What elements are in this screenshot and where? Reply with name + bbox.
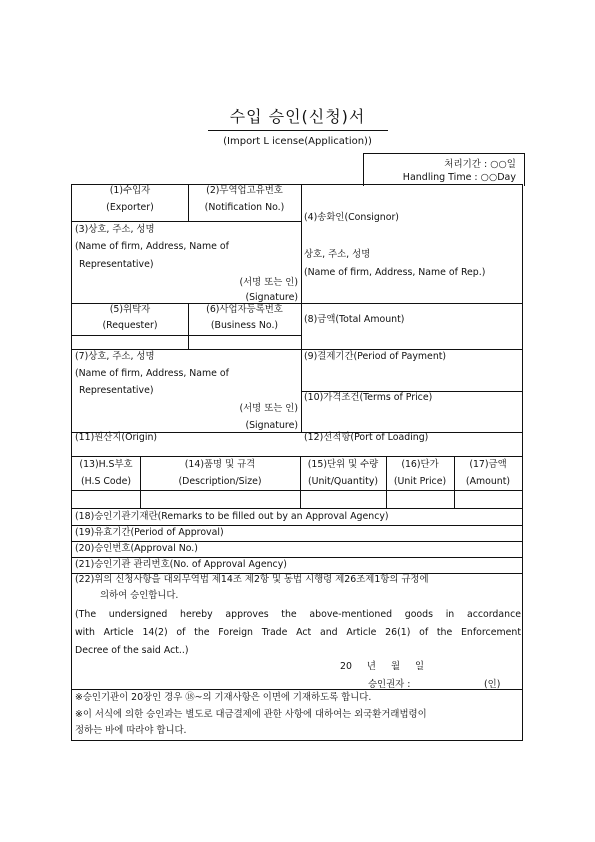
divider bbox=[72, 557, 522, 558]
period-approval-label: (19)유효기간(Period of Approval) bbox=[75, 527, 224, 538]
hs-code-header-en: (H.S Code) bbox=[80, 476, 132, 487]
firm7-sign-ko: (서명 또는 인) bbox=[239, 403, 298, 414]
note-1: ※승인기관이 20장인 경우 ⑱~의 기재사항은 이면에 기재하도록 합니다. bbox=[75, 692, 372, 703]
amount-header-ko: (17)금액 bbox=[469, 459, 507, 470]
note-2-line-1: ※이 서식에 의한 승인과는 별도로 대금결제에 관한 사항에 대하여는 외국환거래법령이 bbox=[75, 709, 427, 720]
divider bbox=[72, 335, 301, 336]
divider bbox=[72, 456, 522, 457]
firm3-label-2: (Name of firm, Address, Name of bbox=[75, 241, 229, 252]
statement-ko-1: (22)위의 신청사항을 대외무역법 제14조 제2항 및 동법 시행령 제26조제1항의 규정에 bbox=[75, 574, 429, 585]
firm3-label-3: Representative) bbox=[79, 259, 154, 270]
divider bbox=[72, 689, 522, 690]
consignor-firm-en: (Name of firm, Address, Name of Rep.) bbox=[304, 267, 486, 278]
requester-label-ko: (5)위탁자 bbox=[109, 304, 151, 315]
statement-date: 20 년 월 일 bbox=[340, 661, 425, 672]
handling-time-ko: 처리기간 : ○○일 bbox=[444, 159, 516, 170]
notification-label-ko: (2)무역업고유번호 bbox=[206, 185, 283, 196]
importer-label-ko: (1)수입자 bbox=[109, 185, 151, 196]
title-underline bbox=[208, 130, 388, 131]
approval-no-label: (20)승인번호(Approval No.) bbox=[75, 543, 198, 554]
total-amount-label: (8)금액(Total Amount) bbox=[304, 314, 405, 325]
origin-label: (11)원산지(Origin) bbox=[75, 432, 158, 443]
description-header-en: (Description/Size) bbox=[178, 476, 262, 487]
approver-label: 승인권자 : bbox=[368, 679, 411, 690]
port-loading-label: (12)선적항(Port of Loading) bbox=[304, 432, 429, 443]
agency-no-label: (21)승인기관 관리번호(No. of Approval Agency) bbox=[75, 559, 287, 570]
terms-price-label: (10)가격조건(Terms of Price) bbox=[304, 392, 433, 403]
divider bbox=[72, 490, 522, 491]
firm7-sign-en: (Signature) bbox=[245, 420, 298, 431]
firm7-label-3: Representative) bbox=[79, 385, 154, 396]
divider bbox=[72, 525, 522, 526]
unit-price-header-en: (Unit Price) bbox=[393, 476, 447, 487]
statement-ko-2: 의하여 승인합니다. bbox=[100, 590, 179, 601]
divider bbox=[72, 221, 301, 222]
quantity-header-ko: (15)단위 및 수량 bbox=[307, 459, 379, 470]
statement-en-1: (The undersigned hereby approves the above-mentioned goods in accordance bbox=[75, 609, 521, 620]
requester-label-en: (Requester) bbox=[102, 320, 158, 331]
firm7-label-2: (Name of firm, Address, Name of bbox=[75, 368, 229, 379]
consignor-firm-ko: 상호, 주소, 성명 bbox=[304, 249, 371, 260]
consignor-label: (4)송화인(Consignor) bbox=[304, 212, 399, 223]
importer-label-en: (Exporter) bbox=[106, 202, 154, 213]
payment-period-label: (9)결제기간(Period of Payment) bbox=[304, 351, 447, 362]
form-title: 수입 승인(신청)서 bbox=[229, 107, 366, 126]
business-label-ko: (6)사업자등록번호 bbox=[206, 304, 283, 315]
handling-time-en: Handling Time : ○○Day bbox=[402, 172, 516, 183]
divider bbox=[301, 185, 302, 432]
business-label-en: (Business No.) bbox=[210, 320, 279, 331]
remarks-label: (18)승인기관기재란(Remarks to be filled out by an Approval Agency) bbox=[75, 511, 389, 522]
seal-label: (인) bbox=[484, 679, 501, 690]
notification-label-en: (Notification No.) bbox=[204, 202, 285, 213]
statement-en-3: Decree of the said Act..) bbox=[75, 645, 189, 656]
divider bbox=[72, 541, 522, 542]
handling-time-box bbox=[363, 153, 525, 186]
firm3-sign-ko: (서명 또는 인) bbox=[239, 277, 298, 288]
license-form bbox=[71, 184, 523, 741]
divider bbox=[72, 349, 522, 350]
form-subtitle: (Import L icense(Application)) bbox=[223, 136, 372, 147]
firm7-label-1: (7)상호, 주소, 성명 bbox=[75, 351, 155, 362]
note-2-line-2: 정하는 바에 따라야 합니다. bbox=[75, 725, 187, 736]
statement-en-2: with Article 14(2) of the Foreign Trade Act and Article 26(1) of the Enforcement bbox=[75, 627, 521, 638]
unit-price-header-ko: (16)단가 bbox=[401, 459, 439, 470]
divider bbox=[72, 508, 522, 509]
hs-code-header-ko: (13)H.S부호 bbox=[79, 459, 133, 470]
quantity-header-en: (Unit/Quantity) bbox=[307, 476, 379, 487]
description-header-ko: (14)품명 및 규격 bbox=[184, 459, 256, 470]
amount-header-en: (Amount) bbox=[465, 476, 511, 487]
firm3-label-1: (3)상호, 주소, 성명 bbox=[75, 224, 155, 235]
firm3-sign-en: (Signature) bbox=[245, 292, 298, 303]
